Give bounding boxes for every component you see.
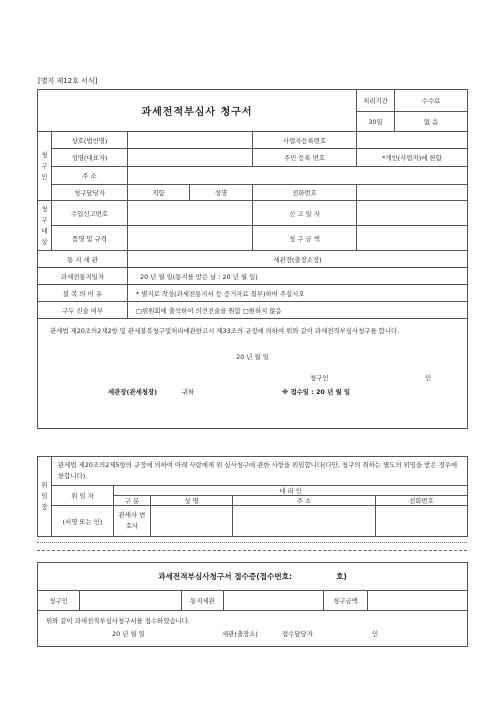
- manager-name-label: 성명: [190, 185, 253, 201]
- category-label: 구 분: [114, 496, 151, 506]
- receipt-notice-office-field[interactable]: [224, 591, 324, 611]
- representative-name-field[interactable]: [128, 149, 253, 167]
- divider-dotted: [37, 542, 467, 543]
- fee-value: 없 음: [395, 112, 468, 132]
- goods-label: 품명 및 규격: [52, 226, 128, 251]
- receipt-claimant-field[interactable]: [80, 591, 182, 611]
- biz-reg-no-field[interactable]: [357, 132, 468, 149]
- claim-amount-field[interactable]: [357, 226, 468, 251]
- receipt-text: 위와 같이 과세전적부심사청구서를 접수하였습니다.: [46, 617, 190, 625]
- notice-office-label: 통 지 세 관: [38, 251, 128, 268]
- address-label: 주 소: [52, 167, 128, 185]
- sign-label: (서명 또는 인): [52, 506, 114, 537]
- addressee-suffix: 귀하: [182, 388, 195, 396]
- oral-statement-label: 구두 진술 여부: [38, 302, 128, 319]
- addressee: 세관장(관세청장): [108, 388, 158, 396]
- receipt-table: [37, 562, 468, 647]
- delegation-table: [37, 456, 468, 537]
- claim-form-table: [37, 89, 468, 429]
- agent-address-field[interactable]: [233, 506, 376, 537]
- delegation-group-label: 위 임 장: [38, 457, 52, 537]
- trade-name-field[interactable]: [128, 132, 253, 149]
- statement-date: 20 년 월 일: [236, 353, 269, 361]
- agent-name-label: 성 명: [151, 496, 233, 506]
- phone-field[interactable]: [357, 185, 468, 201]
- processing-period-label: 처리기간: [357, 90, 395, 112]
- claimant-group-label: 청 구 인: [38, 132, 52, 201]
- statement-block: [38, 319, 468, 429]
- notice-date-label: 과세전통지일자: [38, 268, 128, 285]
- address-field[interactable]: [128, 167, 468, 185]
- receipt-office: 세관(출장소): [222, 630, 258, 638]
- agent-address-label: 주 소: [233, 496, 376, 506]
- goods-field[interactable]: [128, 226, 253, 251]
- agent-name-field[interactable]: [151, 506, 233, 537]
- delegation-text: 관세법 제20조의2제5항의 규정에 의하여 아래 사람에게 위 심사청구에 관한 사항을 위임합니다(다만, 청구의 취하는 별도의 위임을 받은 경우에 한합니다).: [52, 457, 468, 486]
- import-report-no-label: 수입신고번호: [52, 201, 128, 226]
- receipt-date: 20 년 월 일: [112, 630, 145, 638]
- claim-amount-label: 청 구 금 액: [253, 226, 357, 251]
- receipt-seal: 인: [372, 630, 379, 638]
- receipt-claimant-label: 청구인: [38, 591, 80, 611]
- agent-phone-field[interactable]: [376, 506, 468, 537]
- statement-seal: 인: [425, 374, 432, 382]
- statement-claimant-label: 청구인: [310, 374, 329, 382]
- agent-label: 대 리 인: [114, 486, 468, 496]
- customs-broker-label: 관세사 변호사: [114, 506, 151, 537]
- receipt-body: [38, 611, 468, 647]
- receipt-notice-office-label: 통지세관: [182, 591, 224, 611]
- agent-phone-label: 전화번호: [376, 496, 468, 506]
- receipt-title-text: 과세전적부심사청구서 접수증(접수번호:: [158, 572, 293, 581]
- receipt-date: ※ 접수일 : 20 년 월 일: [282, 388, 351, 396]
- position-label: 직함: [128, 185, 190, 201]
- reason-value: * 별지로 작성(과세전통지서 등 증거자료 첨부)하여 주십시오: [128, 285, 468, 302]
- receipt-amount-field[interactable]: [368, 591, 468, 611]
- import-report-no-field[interactable]: [128, 201, 253, 226]
- trade-name-label: 상호(법인명): [52, 132, 128, 149]
- manager-label: 청구담당자: [52, 185, 128, 201]
- report-date-field[interactable]: [357, 201, 468, 226]
- notice-office-value: 세관장(출장소장): [128, 251, 468, 268]
- reason-label: 불 복 의 이 유: [38, 285, 128, 302]
- processing-period-value: 30일: [357, 112, 395, 132]
- individual-note: *개인(사업자)에 한함: [357, 149, 468, 167]
- biz-reg-no-label: 사업자등록번호: [253, 132, 357, 149]
- receipt-amount-label: 청구금액: [324, 591, 368, 611]
- receipt-staff: 접수담당자: [282, 630, 313, 638]
- fee-label: 수수료: [395, 90, 468, 112]
- receipt-title-suffix: 호): [336, 572, 347, 581]
- divider-dashed: [37, 550, 467, 551]
- statement-text: 관세법 제20조의2제2항 및 관세불복청구및처리에관한고시 제33조의 규정에 의하여 위와 같이 과세전적부심사청구를 합니다.: [50, 327, 400, 335]
- resident-no-label: 주민 등록 번호: [253, 149, 357, 167]
- delegator-label: 위 임 자: [52, 486, 114, 506]
- phone-label: 전화번호: [253, 185, 357, 201]
- representative-name-label: 성명(대표자): [52, 149, 128, 167]
- notice-date-value: 20 년 월 일(통지를 받은 날 : 20 년 월 일): [128, 268, 468, 285]
- form-title: 과세전적부심사 청구서: [38, 90, 357, 132]
- form-number: [별지 제12호 서식]: [38, 77, 98, 85]
- oral-statement-options[interactable]: □위원회에 출석하여 의견진술을 원함 □원하지 않음: [128, 302, 468, 319]
- report-date-label: 신 고 일 자: [253, 201, 357, 226]
- receipt-title: [38, 563, 468, 591]
- target-group-label: 청 구 대 상: [38, 201, 52, 251]
